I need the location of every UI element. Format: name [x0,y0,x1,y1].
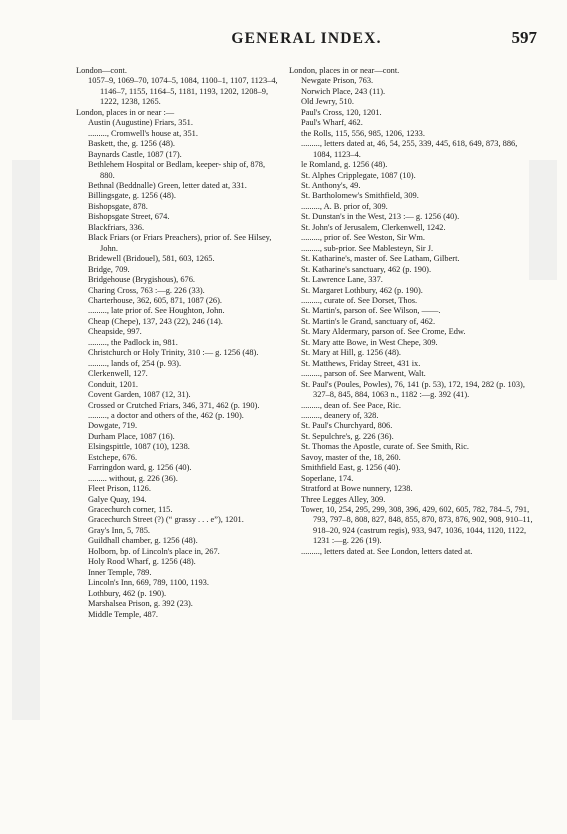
index-entry: Dowgate, 719. [88,421,138,431]
index-entry: ........., sub-prior. See Mablesteyn, Sir J. [301,243,434,253]
index-entry: Middle Temple, 487. [88,609,158,619]
index-entry: Bridge, 709. [88,264,130,274]
index-entry: Marshalsea Prison, g. 392 (23). [88,599,193,609]
index-entry: St. Dunstan's in the West, 213 :— g. 1256 (40). [301,212,460,222]
index-entry: Soperlane, 174. [301,473,354,483]
index-entry: St. Matthews, Friday Street, 431 ix. [301,358,421,368]
index-entry: le Romland, g. 1256 (48). [301,160,388,170]
index-entry: Conduit, 1201. [88,379,139,389]
index-entry: St. Katharine's sanctuary, 462 (p. 190). [301,264,432,274]
index-entry: Durham Place, 1087 (16). [88,431,175,441]
index-entry: Newgate Prison, 763. [301,76,374,86]
index-entry: ........., curate of. See Dorset, Thos. [301,295,418,305]
index-entry: Cheapside, 997. [88,327,142,337]
index-entry: ........., lands of, 254 (p. 93). [88,358,182,368]
index-entry: Bishopsgate Street, 674. [88,212,170,222]
running-header [76,30,537,56]
index-entry: London, places in or near—cont. [289,66,400,75]
index-entry: Charterhouse, 362, 605, 871, 1087 (26). [88,295,222,305]
page-number: 597 [511,28,537,47]
index-entry: Baskett, the, g. 1256 (48). [88,139,175,149]
index-entry: St. Katharine's, master of. See Latham, Gilbert. [301,254,460,264]
index-entry: Crossed or Crutched Friars, 346, 371, 462 (p. 190). [88,400,260,410]
page-title: GENERAL INDEX. [231,30,382,47]
index-entry: ........., A. B. prior of, 309. [301,201,388,211]
index-entry: ........., a doctor and others of the, 462 (p. 190). [88,410,244,420]
index-entry: St. Bartholomew's Smithfield, 309. [301,191,419,201]
index-entry: Bethlehem Hospital or Bedlam, keeper- ship of, 878, 880. [88,160,266,180]
index-entry: Clerkenwell, 127. [88,369,148,379]
index-entry: Lincoln's Inn, 669, 789, 1100, 1193. [88,578,209,588]
index-entry: Bridgehouse (Brygishous), 676. [88,275,196,285]
index-entry: Lothbury, 462 (p. 190). [88,588,167,598]
index-entry: Elsingspittle, 1087 (10), 1238. [88,442,190,452]
index-entry: Bishopsgate, 878. [88,201,148,211]
index-entry: Fleet Prison, 1126. [88,484,151,494]
index-entry: 1057–9, 1069–70, 1074–5, 1084, 1100–1, 1107, 1123–4, 1146–7, 1155, 1164–5, 1181, 1193, 1202, 1208–9, 1222, 1238, 1265. [88,76,278,107]
index-entry: St. Alphes Cripplegate, 1087 (10). [301,170,416,180]
index-entry: ........., letters dated at. See London, letters dated at. [301,546,473,556]
index-entry: ......... without, g. 226 (36). [88,473,178,483]
index-entry: Old Jewry, 510. [301,97,354,107]
index-entry: St. Martin's, parson of. See Wilson, ——. [301,306,441,316]
index-entry: St. Mary at Hill, g. 1256 (48). [301,348,402,358]
index-entry: Billingsgate, g. 1256 (48). [88,191,176,201]
index-column-left [76,66,278,620]
index-entry: St. Mary Aldermary, parson of. See Crome, Edw. [301,327,466,337]
index-entry: Holborn, bp. of Lincoln's place in, 267. [88,546,220,556]
index-entry: Paul's Cross, 120, 1201. [301,107,382,117]
index-entry: Three Legges Alley, 309. [301,494,386,504]
index-entry: St. Sepulchre's, g. 226 (36). [301,431,394,441]
index-entry: St. Thomas the Apostle, curate of. See Smith, Ric. [301,442,470,452]
index-entry: Tower, 10, 254, 295, 299, 308, 396, 429, 602, 605, 782, 784–5, 791, 793, 797–8, 808, 827, 848, 855, 870, 873, 876, 902, 908, 910–11, 918–20, 924 (castrum regis), 933, 947, 1036, 1044, 1120, 1122, 1231 :—g. 226 (19). [301,505,533,546]
index-entry: Savoy, master of the, 18, 260. [301,452,401,462]
index-entry: ........., the Padlock in, 981. [88,337,178,347]
index-entry: Inner Temple, 789. [88,567,152,577]
index-entry: ........., dean of. See Pace, Ric. [301,400,402,410]
index-entry: ........., parson of. See Marwent, Walt. [301,369,426,379]
index-entry: Galye Quay, 194. [88,494,147,504]
index-entry: Gracechurch corner, 115. [88,505,173,515]
index-entry: Christchurch or Holy Trinity, 310 :— g. 1256 (48). [88,348,259,358]
index-entry: ........., deanery of, 328. [301,410,379,420]
index-entry: Paul's Wharf, 462. [301,118,363,128]
index-entry: Norwich Place, 243 (11). [301,86,386,96]
index-entry: Bethnal (Beddnalle) Green, letter dated at, 331. [88,180,247,190]
index-entry: St. Lawrence Lane, 337. [301,275,383,285]
index-entry: London—cont. [76,66,127,75]
index-entry: the Rolls, 115, 556, 985, 1206, 1233. [301,128,425,138]
index-entry: Covent Garden, 1087 (12, 31). [88,390,191,400]
index-entry: ........., late prior of. See Houghton, John. [88,306,225,316]
index-entry: Blackfriars, 336. [88,222,145,232]
index-entry: Baynards Castle, 1087 (17). [88,149,182,159]
index-entry: ........., Cromwell's house at, 351. [88,128,198,138]
index-entry: Stratford at Bowe nunnery, 1238. [301,484,413,494]
index-entry: Black Friars (or Friars Preachers), prior of. See Hilsey, John. [88,233,272,253]
index-entry: Gracechurch Street (?) (“ grassy . . . e”), 1201. [88,515,244,525]
library-watermark-icon [6,160,46,720]
index-entry: Guildhall chamber, g. 1256 (48). [88,536,198,546]
index-entry: London, places in or near :— [76,107,175,117]
index-entry: Bridewell (Bridouel), 581, 603, 1265. [88,254,215,264]
index-entry: ........., prior of. See Weston, Sir Wm. [301,233,425,243]
index-entry: St. Anthony's, 49. [301,180,361,190]
index-entry: Smithfield East, g. 1256 (40). [301,463,401,473]
index-entry: Estchepe, 676. [88,452,138,462]
index-entry: St. Mary atte Bowe, in West Chepe, 309. [301,337,438,347]
index-column-right [289,66,537,557]
index-entry: St. Paul's (Poules, Powles), 76, 141 (p. 53), 172, 194, 282 (p. 103), 327–8, 845, 884, 1063 n., 1182 :—g. 392 (41). [301,379,525,400]
index-entry: Charing Cross, 763 :—g. 226 (33). [88,285,205,295]
index-entry: Cheap (Chepe), 137, 243 (22), 246 (14). [88,316,223,326]
index-entry: Farringdon ward, g. 1256 (40). [88,463,192,473]
index-entry: St. Paul's Churchyard, 806. [301,421,393,431]
index-entry: Austin (Augustine) Friars, 351. [88,118,193,128]
index-entry: ........., letters dated at, 46, 54, 255, 339, 445, 618, 649, 873, 886, 1084, 1123–4. [301,139,518,159]
index-entry: St. Martin's le Grand, sanctuary of, 462. [301,316,436,326]
index-entry: Gray's Inn, 5, 785. [88,525,150,535]
index-entry: St. John's of Jerusalem, Clerkenwell, 1242. [301,222,446,232]
index-entry: Holy Rood Wharf, g. 1256 (48). [88,557,196,567]
index-entry: St. Margaret Lothbury, 462 (p. 190). [301,285,423,295]
